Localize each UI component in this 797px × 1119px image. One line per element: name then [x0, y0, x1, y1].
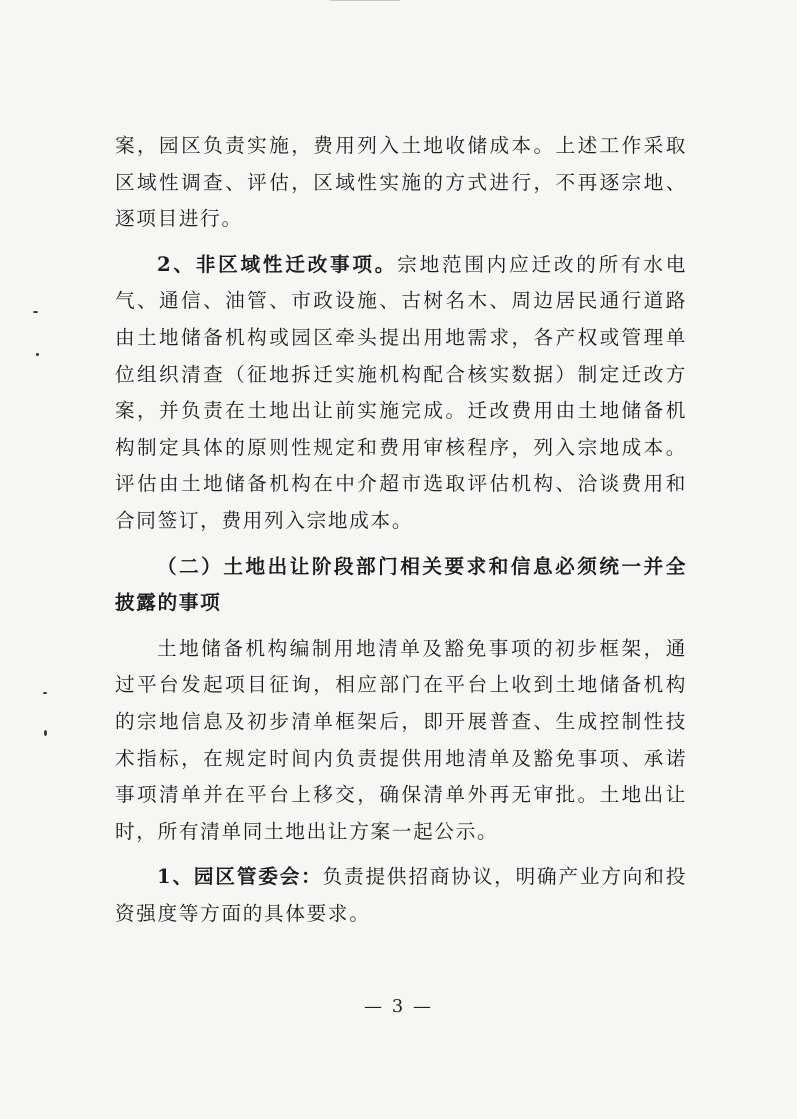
item-body: 宗地范围内应迁改的所有水电气、通信、油管、市政设施、古树名木、周边居民通行道路由土地储备机构或园区牵头提出用地需求，各产权或管理单位组织清查（征地拆迁实施机构配合核实数据）制定迁改方案，并负责在土地出让前实施完成。迁改费用由土地储备机构制定具体的原则性规定和费用审核程序，列入宗地成本。评估由土地储备机构在中介超市选取评估机构、洽谈费用和合同签订，费用列入宗地成本。: [115, 252, 687, 532]
paragraph: 案，园区负责实施，费用列入土地收储成本。上述工作采取区域性调查、评估，区域性实施的方式进行，不再逐宗地、逐项目进行。: [115, 134, 687, 231]
margin-dot: [44, 730, 47, 736]
page-number: — 3 —: [364, 996, 433, 1017]
paragraph: 土地储备机构编制用地清单及豁免事项的初步框架，通过平台发起项目征询，相应部门在平台上收到土地储备机构的宗地信息及初步清单框架后，即开展普查、生成控制性技术指标，在规定时间内负责提供用地清单及豁免事项、承诺事项清单并在平台上移交，确保清单外再无审批。土地出让时，所有清单同土地出让方案一起公示。: [115, 636, 687, 843]
document-body: [115, 128, 687, 932]
item-body: 负责提供招商协议，明确产业方向和投资强度等方面的具体要求。: [115, 865, 687, 925]
section-heading: （二）土地出让阶段部门相关要求和信息必须统一并全披露的事项: [115, 554, 687, 615]
item-heading: 2、非区域性迁改事项。: [157, 252, 398, 276]
margin-dot: [43, 692, 47, 694]
margin-dot: [36, 353, 39, 356]
paragraph: [115, 859, 687, 932]
scan-edge-mark: [330, 0, 400, 1]
item-heading: 1、园区管委会：: [157, 865, 323, 889]
paragraph: [115, 247, 687, 540]
margin-dot: [33, 311, 38, 313]
